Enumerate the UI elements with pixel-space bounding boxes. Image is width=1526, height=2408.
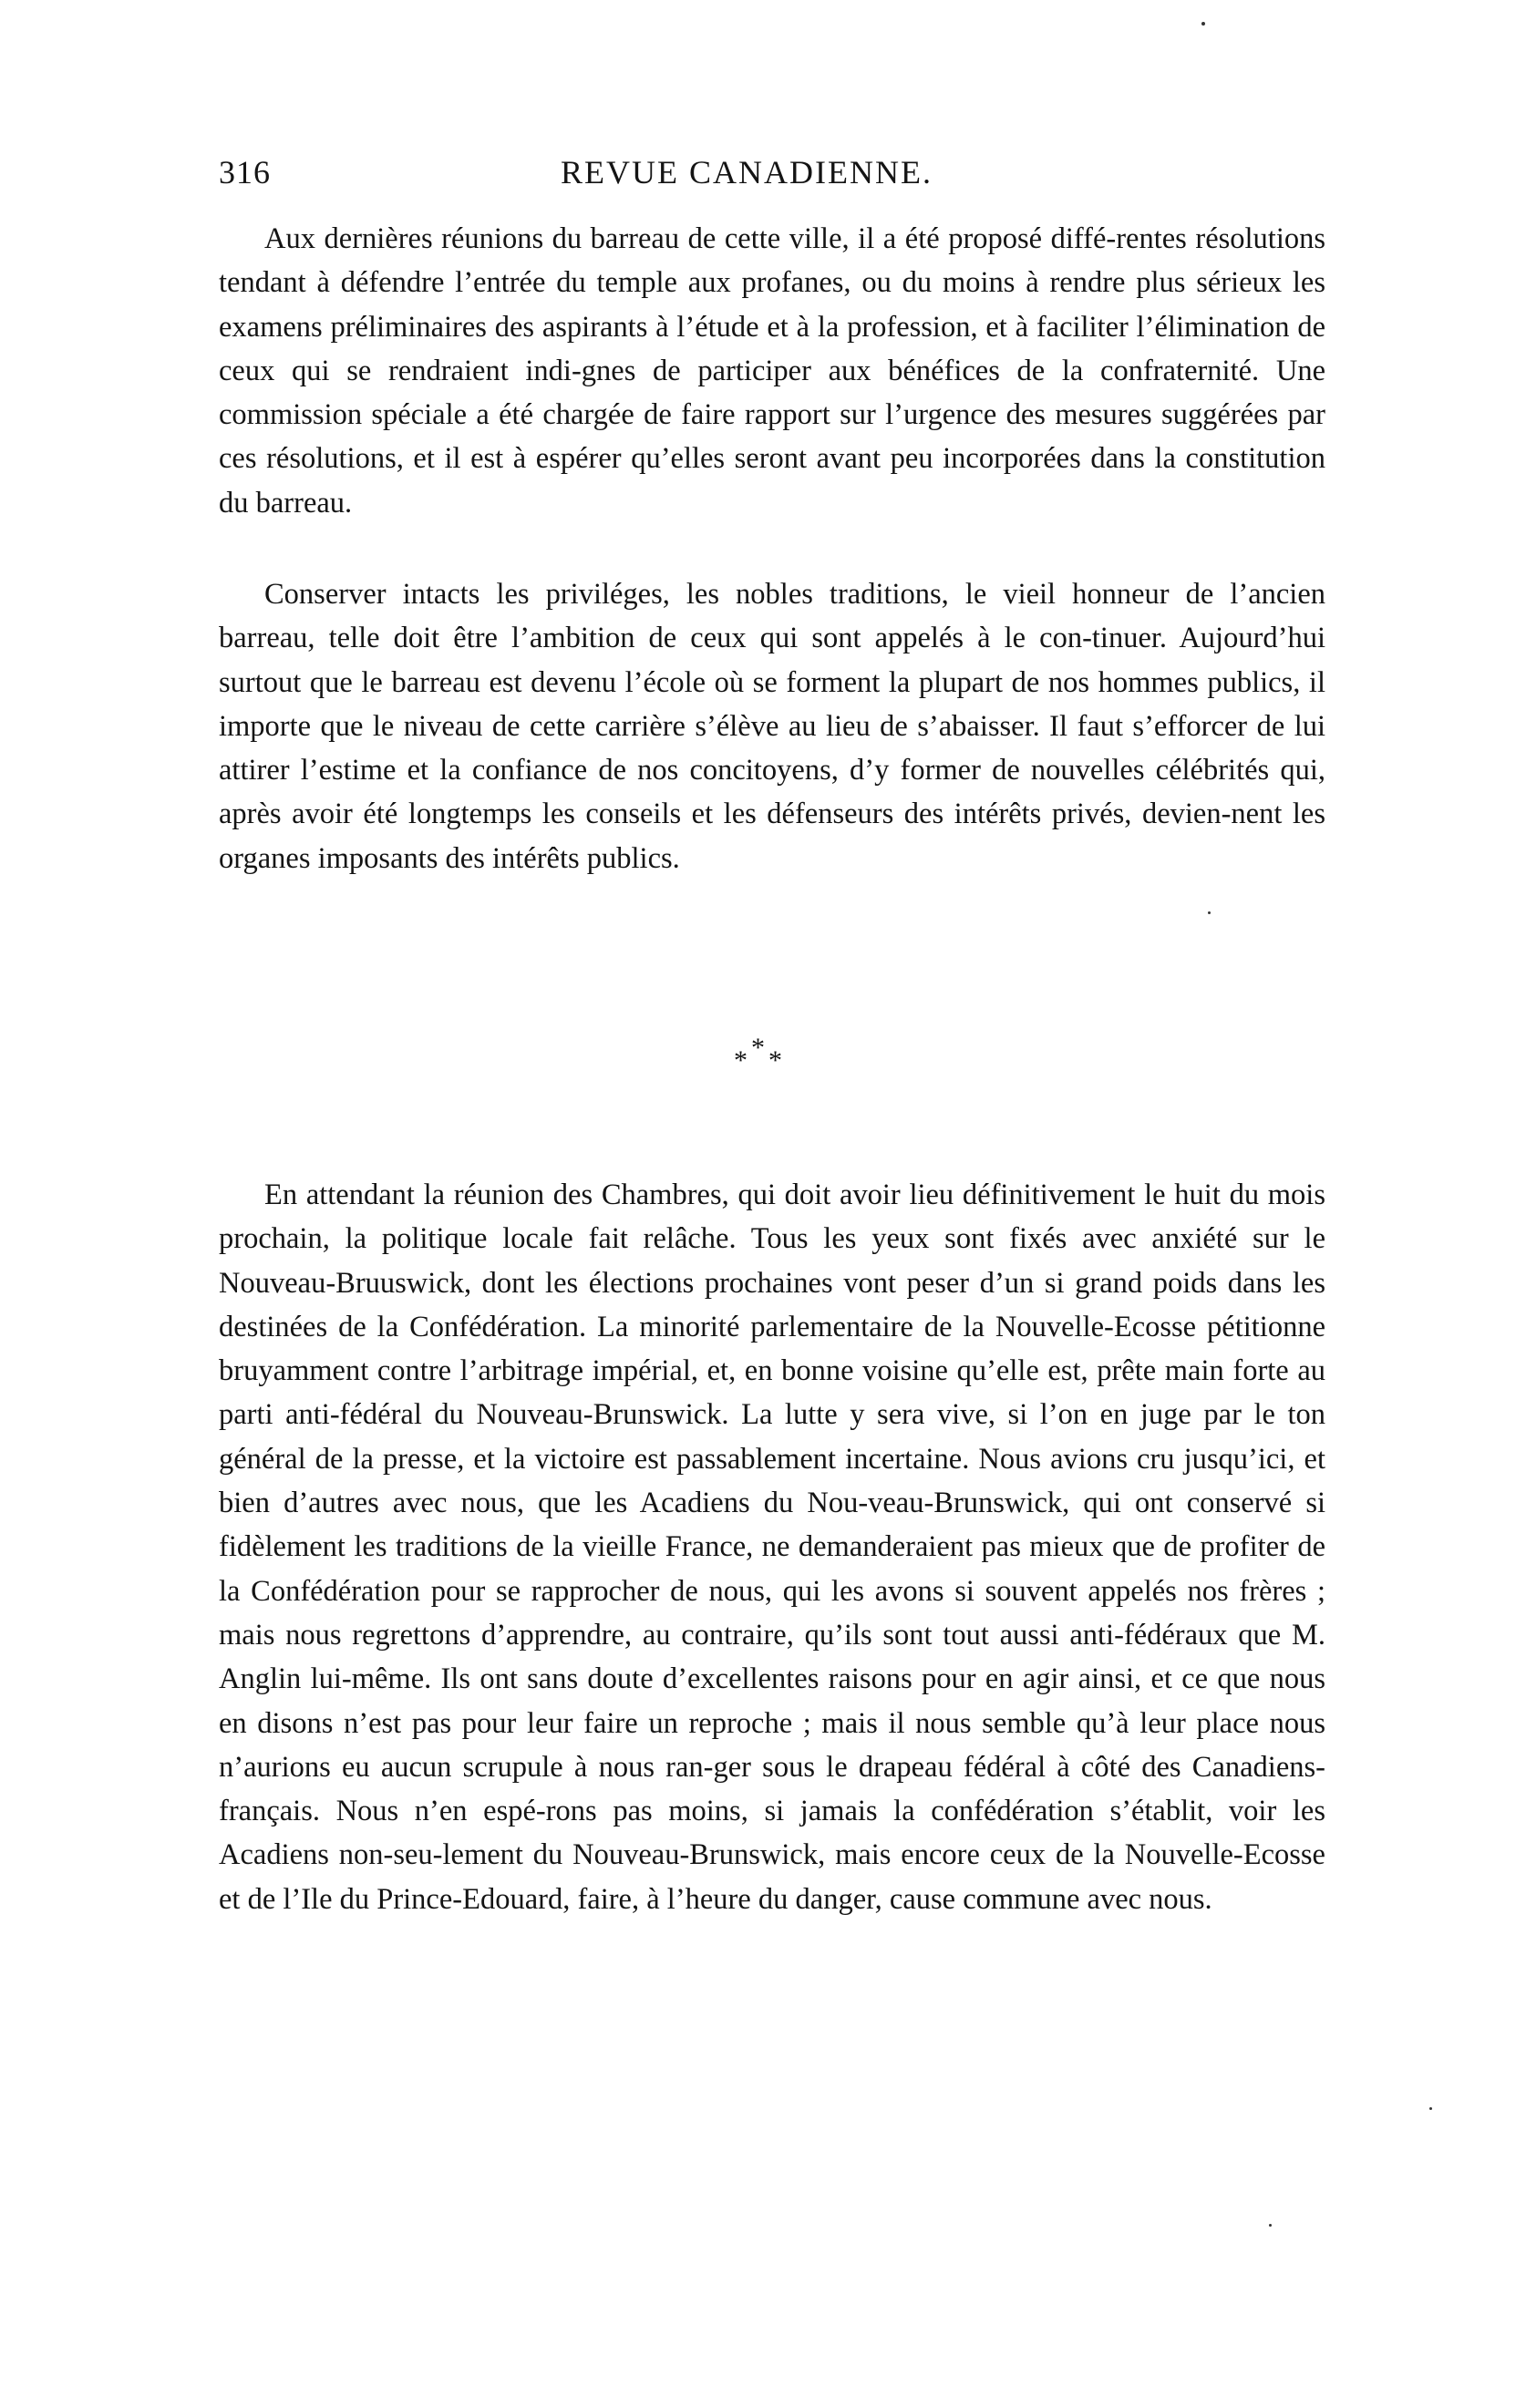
section-break-asterism: [729, 1034, 820, 1089]
print-speck: [1201, 22, 1205, 26]
asterisk-mark: *: [734, 1045, 748, 1075]
print-speck: [1208, 911, 1211, 914]
asterisk-mark: *: [751, 1033, 765, 1063]
running-head: [219, 153, 1331, 204]
asterisk-mark: *: [768, 1045, 782, 1075]
paragraph: En attendant la réunion des Chambres, qui doit avoir lieu définitivement le huit du mois prochain, la politique locale fait relâche. Tous les yeux sont fixés avec anxiété sur le Nouveau-Bruuswick, dont les élections prochaines vont peser d’un si grand poids dans les destinées de la Confédération. La minorité parlementaire de la Nouvelle-Ecosse pétitionne bruyamment contre l’arbitrage impérial, et, en bonne voisine qu’elle est, prête main forte au parti anti-fédéral du Nouveau-Brunswick. La lutte y sera vive, si l’on en juge par le ton général de la presse, et la victoire est passablement incertaine. Nous avions cru jusqu’ici, et bien d’autres avec nous, que les Acadiens du Nou-veau-Brunswick, qui ont conservé si fidèlement les traditions de la vieille France, ne demanderaient pas mieux que de profiter de la Confédération pour se rapprocher de nous, qui les avons si souvent appelés nos frères ; mais nous regrettons d’apprendre, au contraire, qu’ils sont tout aussi anti-fédéraux que M. Anglin lui-même. Ils ont sans doute d’excellentes raisons pour en agir ainsi, et ce que nous en disons n’est pas pour leur faire un reproche ; mais il nous semble qu’à leur place nous n’aurions eu aucun scrupule à nous ran-ger sous le drapeau fédéral à côté des Canadiens-français. Nous n’en espé-rons pas moins, si jamais la confédération s’établit, voir les Acadiens non-seu-lement du Nouveau-Brunswick, mais encore ceux de la Nouvelle-Ecosse et de l’Ile du Prince-Edouard, faire, à l’heure du danger, cause commune avec nous.: [219, 1178, 1325, 1916]
print-speck: [1429, 2107, 1432, 2110]
paragraph: Conserver intacts les priviléges, les nobles traditions, le vieil honneur de l’ancien barreau, telle doit être l’ambition de ceux qui sont appelés à le con-tinuer. Aujourd’hui surtout que le barreau est devenu l’école où se forment la plupart de nos hommes publics, il importe que le niveau de cette carrière s’élève au lieu de s’abaisser. Il faut s’efforcer de lui attirer l’estime et la confiance de nos concitoyens, d’y former de nouvelles célébrités qui, après avoir été longtemps les conseils et les défenseurs des intérêts privés, devien-nent les organes imposants des intérêts publics.: [219, 578, 1325, 875]
print-speck: [1269, 2224, 1272, 2227]
page-number: 316: [219, 154, 271, 190]
paragraph: Aux dernières réunions du barreau de cette ville, il a été proposé diffé-rentes résolutions tendant à défendre l’entrée du temple aux profanes, ou du moins à rendre plus sérieux les examens préliminaires des aspirants à l’étude et à la profession, et à faciliter l’élimination de ceux qui se rendraient indi-gnes de participer aux bénéfices de la confraternité. Une commission spéciale a été chargée de faire rapport sur l’urgence des mesures suggérées par ces résolutions, et il est à espérer qu’elles seront avant peu incorporées dans la constitution du barreau.: [219, 222, 1325, 520]
journal-title: REVUE CANADIENNE.: [561, 154, 933, 190]
